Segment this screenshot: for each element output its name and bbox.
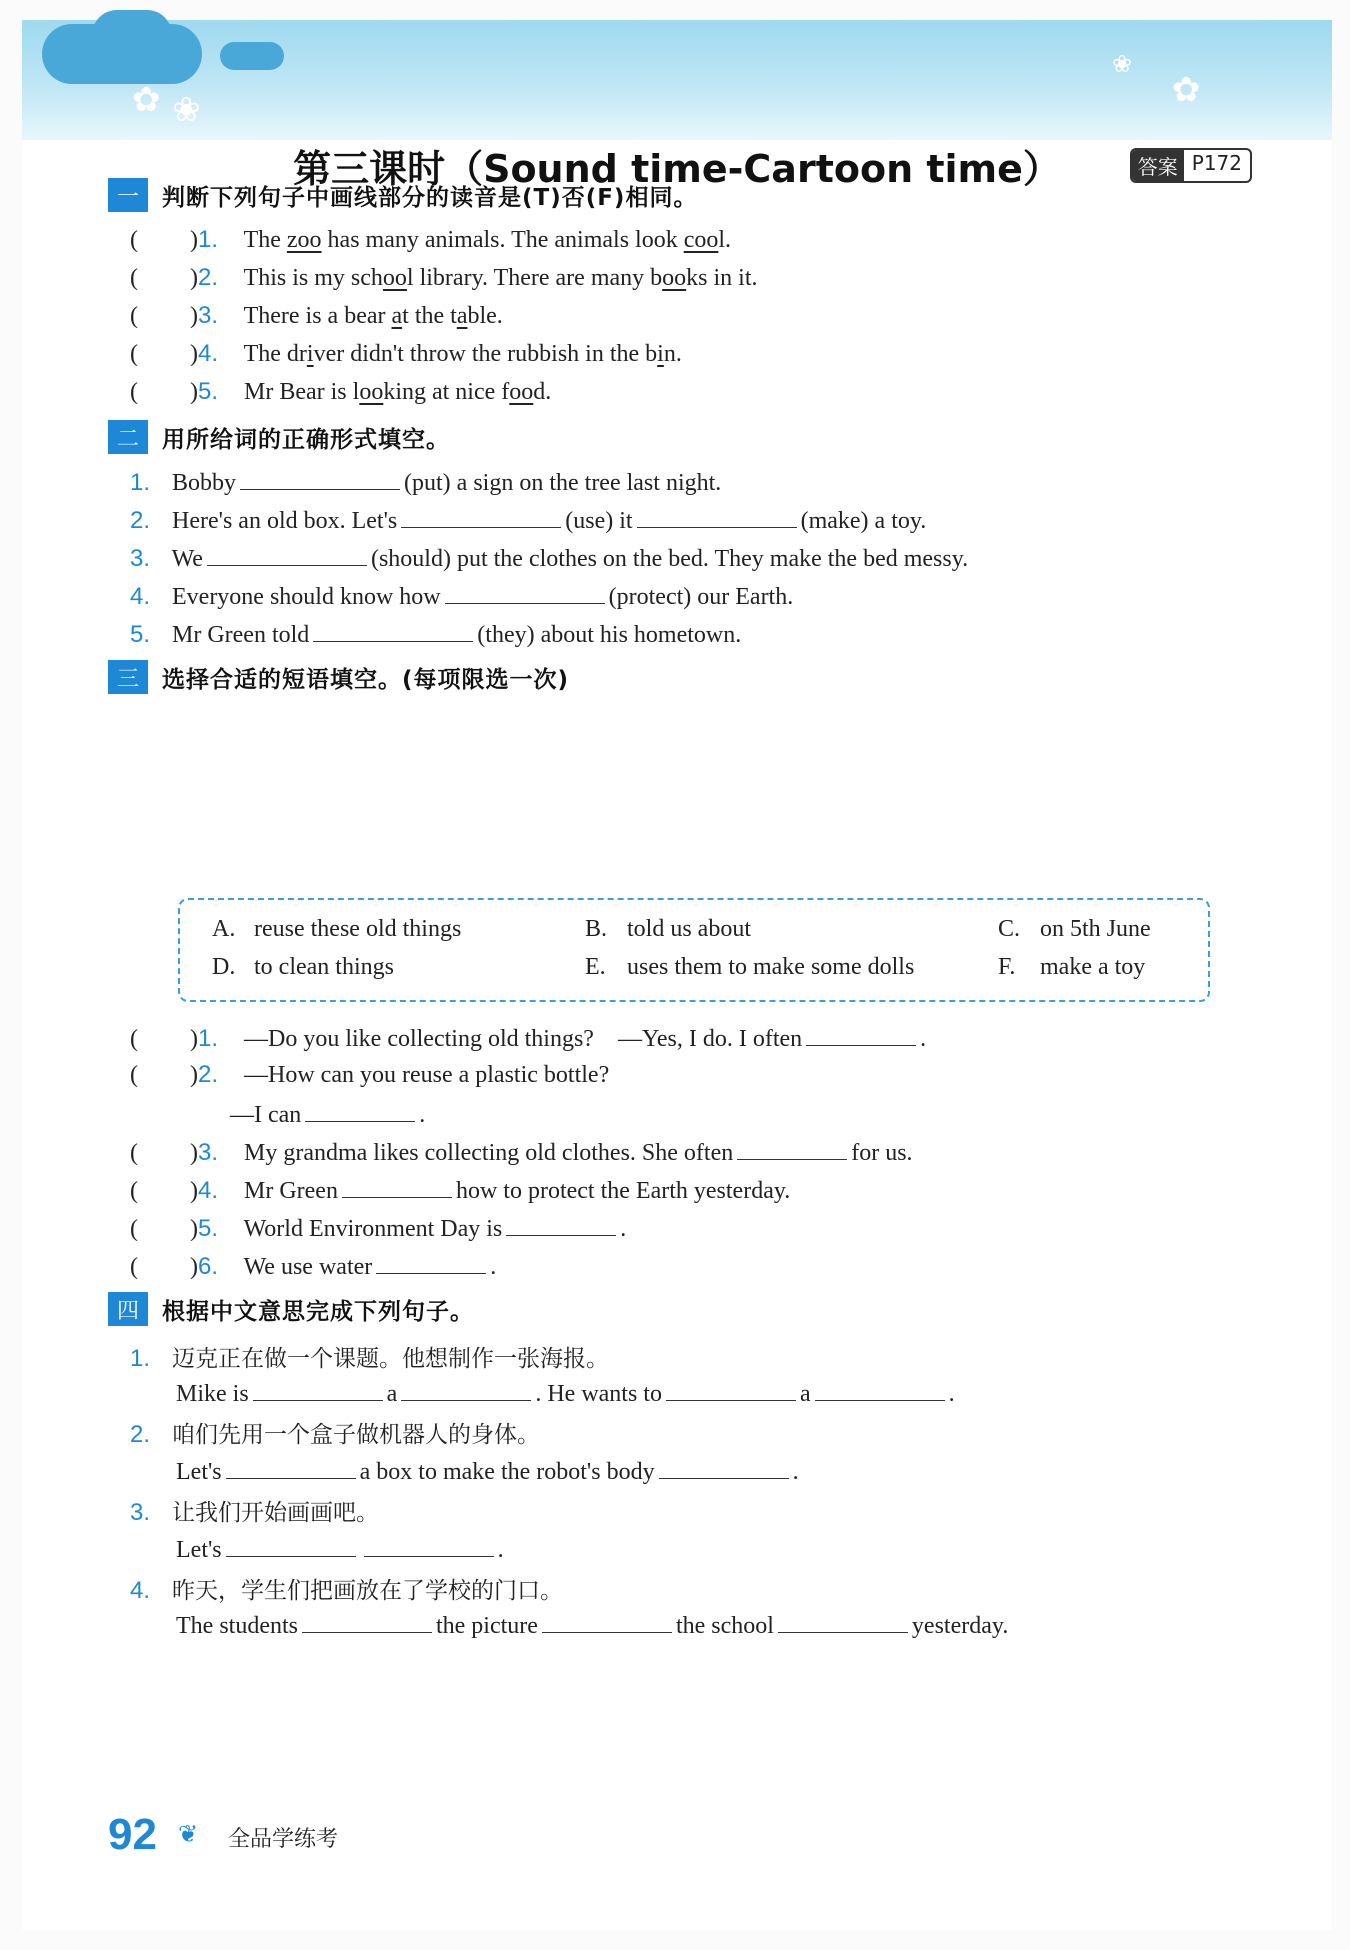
answer-blank[interactable]	[376, 1251, 486, 1274]
answer-blank[interactable]	[542, 1610, 672, 1633]
fill-item-1: 1. Bobby (put) a sign on the tree last night.	[130, 469, 722, 496]
translate-item-4-cn: 4. 昨天，学生们把画放在了学校的门口。	[130, 1577, 563, 1604]
judge-item-2: ( )2. This is my school library. There are many books in it.	[130, 264, 758, 291]
translate-item-3-cn: 3. 让我们开始画画吧。	[130, 1499, 379, 1526]
leaf-icon: ❦	[178, 1820, 199, 1848]
flower-icon: ✿	[1172, 70, 1201, 110]
answer-blank[interactable]	[302, 1610, 432, 1633]
judge-item-3: ( )3. There is a bear at the table.	[130, 302, 503, 329]
answer-blank[interactable]	[637, 505, 797, 528]
cloud-decoration	[92, 10, 172, 60]
answer-blank[interactable]	[240, 467, 400, 490]
option-c: C. on 5th June	[998, 916, 1151, 942]
option-a: A. reuse these old things	[212, 916, 462, 942]
options-box	[178, 898, 1210, 1002]
choice-item-2: ( )2. —How can you reuse a plastic bottle?	[130, 1061, 610, 1088]
answer-blank[interactable]	[305, 1099, 415, 1122]
translate-item-3-en: Let's .	[176, 1534, 504, 1564]
flower-icon: ✿	[132, 80, 161, 120]
translate-item-4-en: The students the picture the school yesterday.	[176, 1610, 1008, 1640]
answer-blank[interactable]	[207, 543, 367, 566]
answer-blank[interactable]	[506, 1213, 616, 1236]
section-title: 判断下列句子中画线部分的读音是(T)否(F)相同。	[162, 184, 698, 211]
choice-item-6: ( )6. We use water .	[130, 1253, 497, 1280]
section-badge: 四	[108, 1292, 148, 1326]
answer-blank[interactable]	[815, 1378, 945, 1401]
choice-item-4: ( )4. Mr Green how to protect the Earth yesterday.	[130, 1177, 791, 1204]
translate-item-1-cn: 1. 迈克正在做一个课题。他想制作一张海报。	[130, 1345, 609, 1372]
option-e: E. uses them to make some dolls	[585, 954, 915, 980]
translate-item-2-cn: 2. 咱们先用一个盒子做机器人的身体。	[130, 1421, 540, 1448]
choice-item-3: ( )3. My grandma likes collecting old clothes. She often for us.	[130, 1139, 913, 1166]
answer-reference	[1130, 148, 1252, 183]
page-title: 第三课时（Sound time-Cartoon time）	[293, 147, 1061, 191]
section-badge: 二	[108, 420, 148, 454]
fill-item-3: 3. We (should) put the clothes on the bed. They make the bed messy.	[130, 545, 969, 572]
answer-blank[interactable]	[401, 1378, 531, 1401]
option-b: B. told us about	[585, 916, 751, 942]
choice-item-1: ( )1. —Do you like collecting old things? —Yes, I do. I often .	[130, 1025, 927, 1052]
publisher-name: 全品学练考	[228, 1827, 339, 1852]
answer-label: 答案	[1132, 150, 1184, 181]
option-d: D. to clean things	[212, 954, 394, 980]
answer-blank[interactable]	[253, 1378, 383, 1401]
judge-item-4: ( )4. The driver didn't throw the rubbish in the bin.	[130, 340, 682, 367]
fill-item-5: 5. Mr Green told (they) about his hometown.	[130, 621, 742, 648]
answer-blank[interactable]	[342, 1175, 452, 1198]
section-badge: 三	[108, 660, 148, 694]
answer-page: P172	[1191, 151, 1242, 175]
fill-item-4: 4. Everyone should know how (protect) our Earth.	[130, 583, 794, 610]
translate-item-1-en: Mike is a . He wants to a .	[176, 1378, 955, 1408]
answer-blank[interactable]	[666, 1378, 796, 1401]
choice-item-2-answer: —I can .	[230, 1099, 425, 1129]
section-title: 用所给词的正确形式填空。	[162, 426, 450, 453]
header-banner	[22, 20, 1332, 140]
answer-blank[interactable]	[226, 1456, 356, 1479]
answer-blank[interactable]	[226, 1534, 356, 1557]
section-badge: 一	[108, 178, 148, 212]
answer-blank[interactable]	[659, 1456, 789, 1479]
section-title: 选择合适的短语填空。(每项限选一次)	[162, 666, 570, 693]
section-1-heading	[108, 178, 697, 212]
answer-blank[interactable]	[364, 1534, 494, 1557]
answer-blank[interactable]	[737, 1137, 847, 1160]
judge-item-5: ( )5. Mr Bear is looking at nice food.	[130, 378, 552, 405]
translate-item-2-en: Let's a box to make the robot's body .	[176, 1456, 799, 1486]
fill-item-2: 2. Here's an old box. Let's (use) it (make) a toy.	[130, 507, 927, 534]
answer-blank[interactable]	[313, 619, 473, 642]
judge-item-1: ( )1. The zoo has many animals. The animals look cool.	[130, 226, 732, 253]
answer-blank[interactable]	[778, 1610, 908, 1633]
flower-icon: ❀	[1112, 50, 1133, 78]
section-title: 根据中文意思完成下列句子。	[162, 1298, 474, 1325]
choice-item-5: ( )5. World Environment Day is .	[130, 1215, 627, 1242]
flower-icon: ❀	[172, 90, 201, 130]
option-f: F. make a toy	[998, 954, 1146, 980]
answer-blank[interactable]	[401, 505, 561, 528]
answer-blank[interactable]	[445, 581, 605, 604]
answer-blank[interactable]	[806, 1023, 916, 1046]
cloud-decoration	[220, 42, 284, 70]
section-4-heading	[108, 1292, 474, 1326]
section-3-heading	[108, 660, 569, 694]
section-2-heading	[108, 420, 450, 454]
page-number: 92	[108, 1810, 157, 1859]
